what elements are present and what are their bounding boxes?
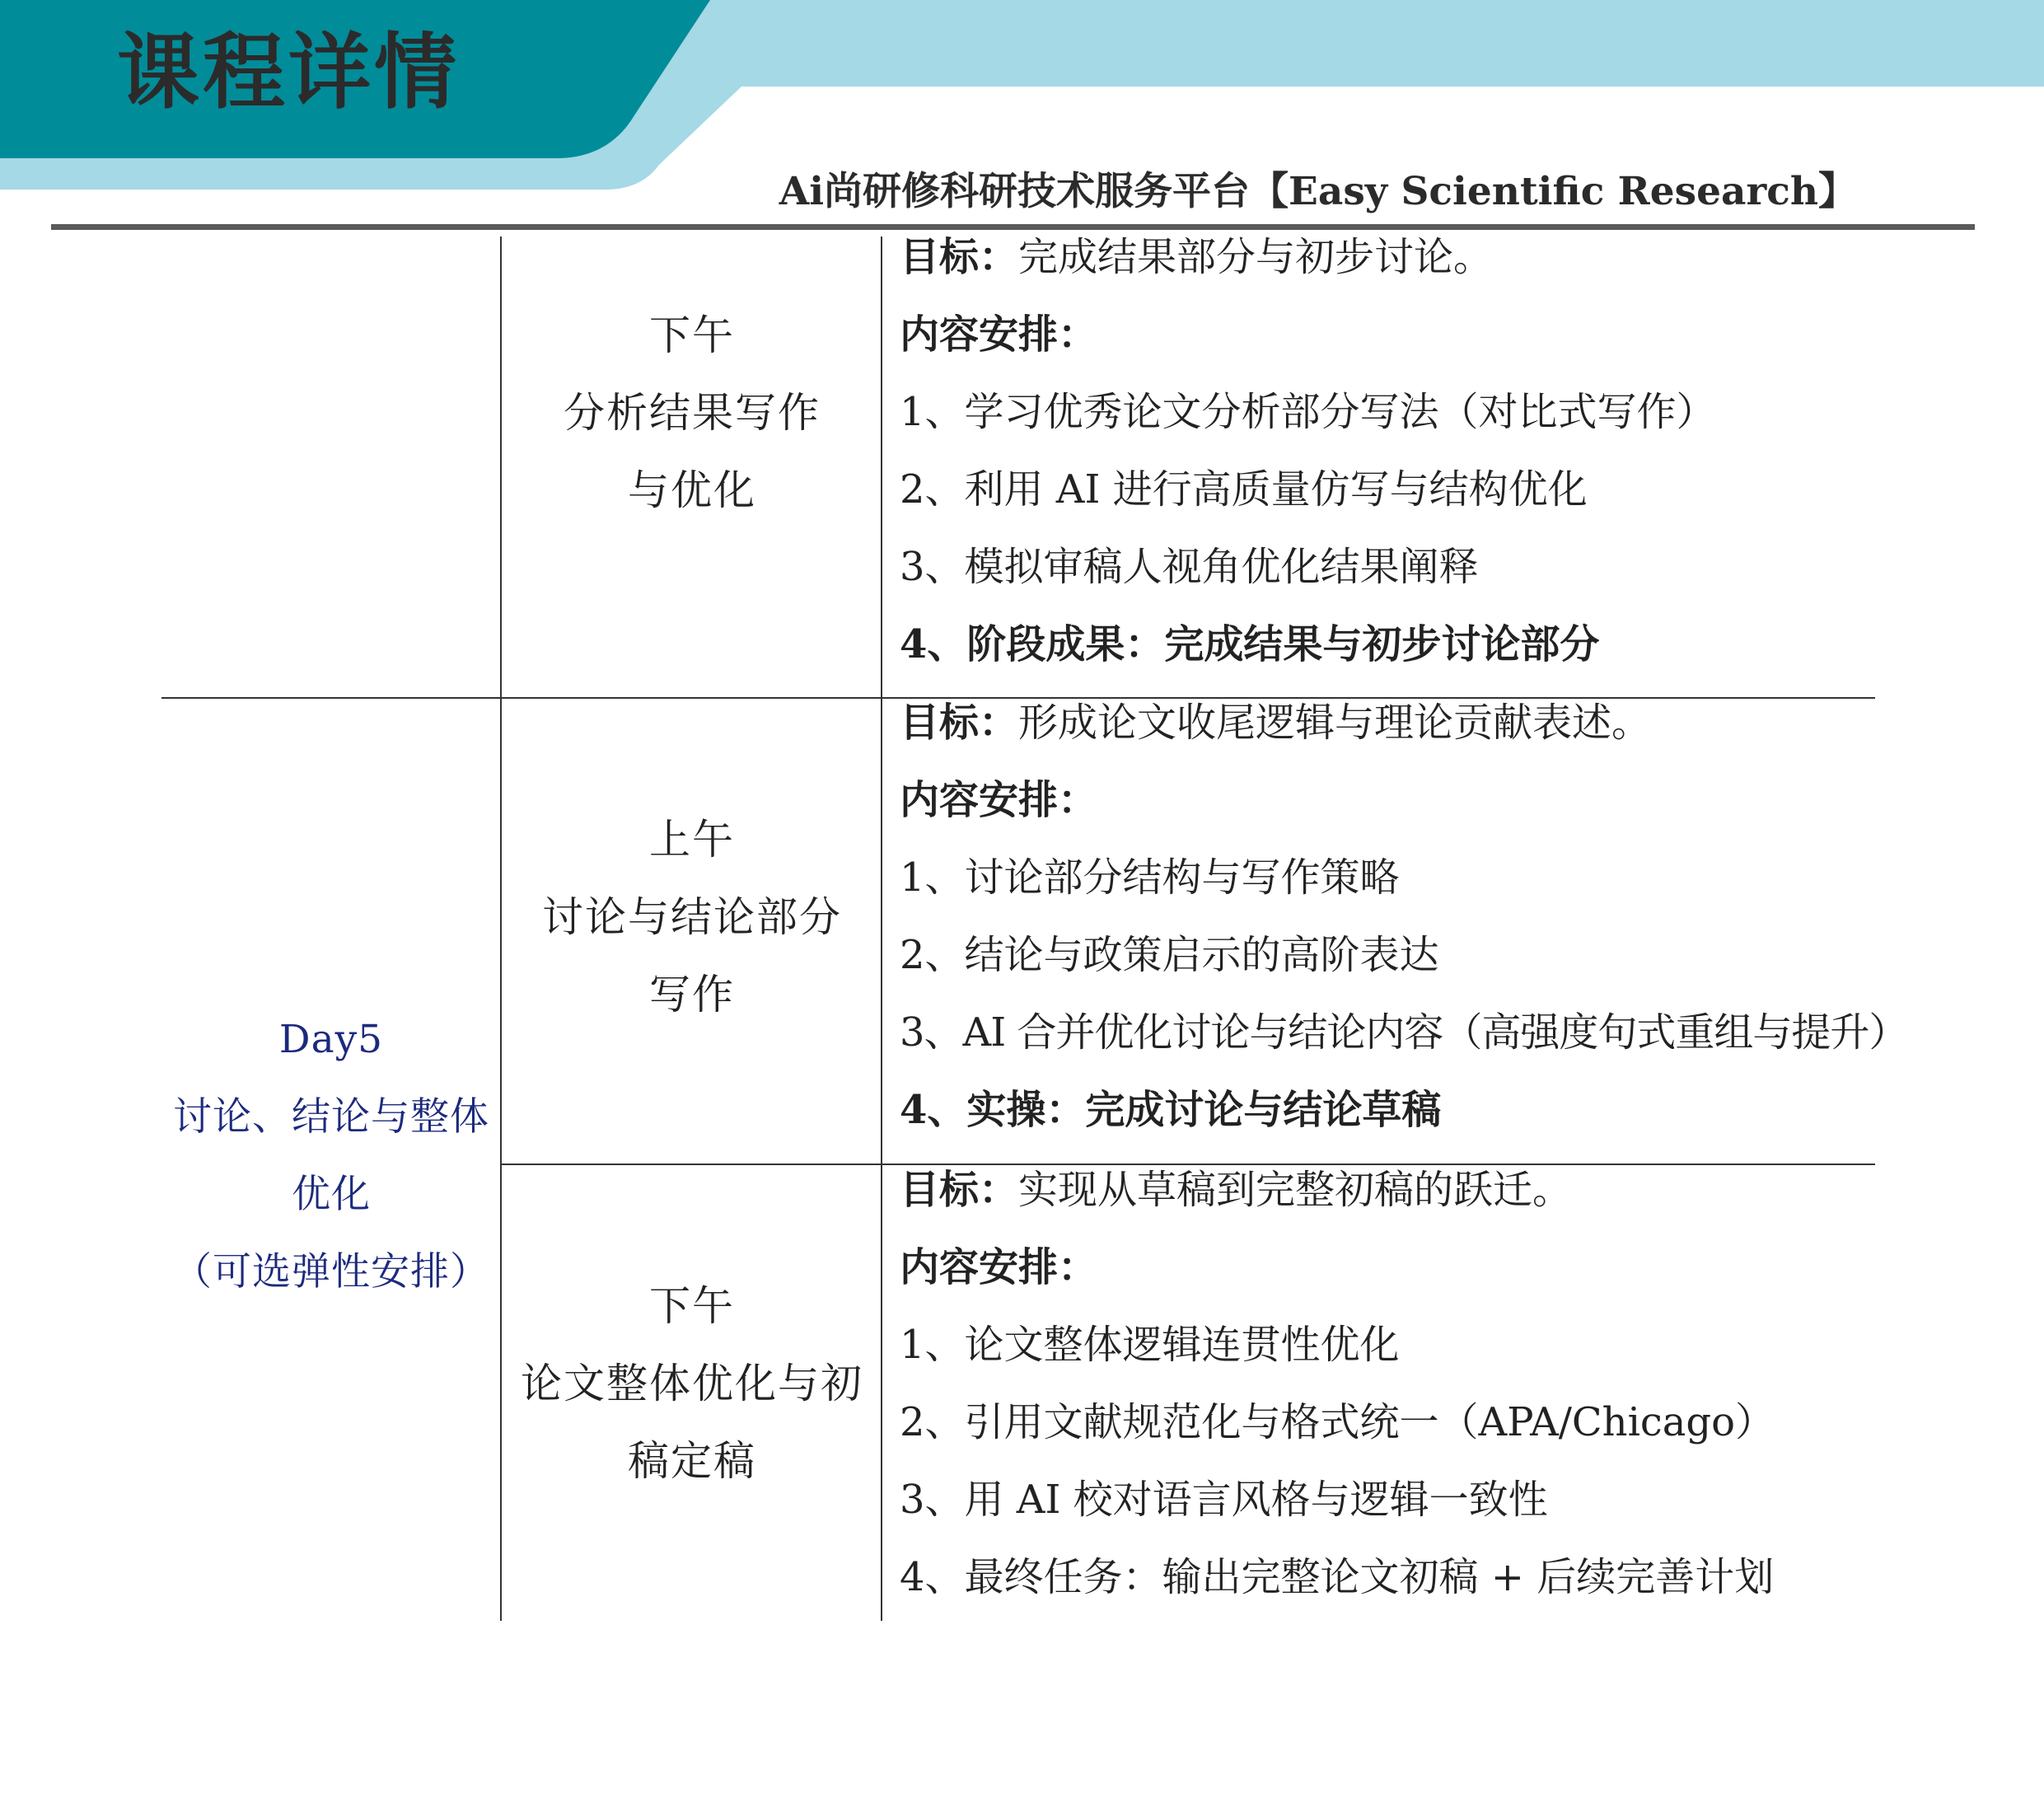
list-item: 1、论文整体逻辑连贯性优化 [900, 1322, 1400, 1368]
session-title-line2: 写作 [649, 971, 735, 1018]
list-item: 2、结论与政策启示的高阶表达 [900, 932, 1439, 978]
goal-line [900, 218, 1872, 296]
session-cell [503, 801, 882, 1033]
session-title-line2: 稿定稿 [628, 1437, 756, 1485]
session-time: 下午 [649, 1282, 735, 1330]
list-item: 3、模拟审稿人视角优化结果阐释 [900, 544, 1479, 590]
session-title-line1: 论文整体优化与初 [521, 1360, 863, 1407]
day-note: （可选弹性安排） [173, 1249, 489, 1295]
list-item: 3、用 AI 校对语言风格与逻辑一致性 [900, 1477, 1548, 1523]
list-item: 1、讨论部分结构与写作策略 [900, 855, 1400, 901]
goal-line [900, 1151, 1872, 1229]
list-item: 4、实操：完成讨论与结论草稿 [900, 1087, 1442, 1133]
goal-line [900, 684, 1872, 761]
arrangement-label: 内容安排： [900, 311, 1098, 358]
platform-name: Ai尚研修科研技术服务平台【Easy Scientific Research】 [779, 169, 1857, 214]
session-title-line1: 讨论与结论部分 [542, 893, 842, 941]
goal-label: 目标： [900, 234, 1019, 280]
goal-text: 实现从草稿到完整初稿的跃迁。 [1018, 1167, 1573, 1213]
list-item: 1、学习优秀论文分析部分写法（对比式写作） [900, 389, 1716, 435]
goal-label: 目标： [900, 1167, 1019, 1213]
goal-text: 形成论文收尾逻辑与理论贡献表述。 [1018, 700, 1652, 746]
list-item: 2、利用 AI 进行高质量仿写与结构优化 [900, 466, 1588, 513]
session-time: 下午 [649, 311, 735, 359]
session-time: 上午 [649, 816, 735, 864]
list-item: 4、最终任务：输出完整论文初稿 + 后续完善计划 [900, 1554, 1775, 1600]
arrangement-label: 内容安排： [900, 777, 1098, 823]
content-cell [900, 684, 1908, 1149]
session-title-line1: 分析结果写作 [564, 389, 821, 437]
session-cell [503, 297, 882, 529]
day-title-line1: 讨论、结论与整体 [173, 1094, 489, 1140]
session-title-line2: 与优化 [628, 466, 756, 514]
arrangement-label: 内容安排： [900, 1244, 1098, 1290]
goal-label: 目标： [900, 700, 1019, 746]
column-divider-1 [500, 236, 502, 1621]
session-cell [503, 1267, 882, 1500]
content-cell [900, 1151, 1872, 1616]
day-cell [161, 1001, 501, 1311]
content-cell [900, 218, 1872, 683]
page-title: 课程详情 [117, 24, 460, 120]
goal-text: 完成结果部分与初步讨论。 [1018, 234, 1494, 280]
day-title-line2: 优化 [292, 1172, 371, 1217]
list-item: 2、引用文献规范化与格式统一（APA/Chicago） [900, 1399, 1775, 1445]
list-item: 3、AI 合并优化讨论与结论内容（高强度句式重组与提升） [900, 1009, 1908, 1056]
day-label: Day5 [278, 1017, 384, 1062]
list-item: 4、阶段成果：完成结果与初步讨论部分 [900, 621, 1600, 667]
